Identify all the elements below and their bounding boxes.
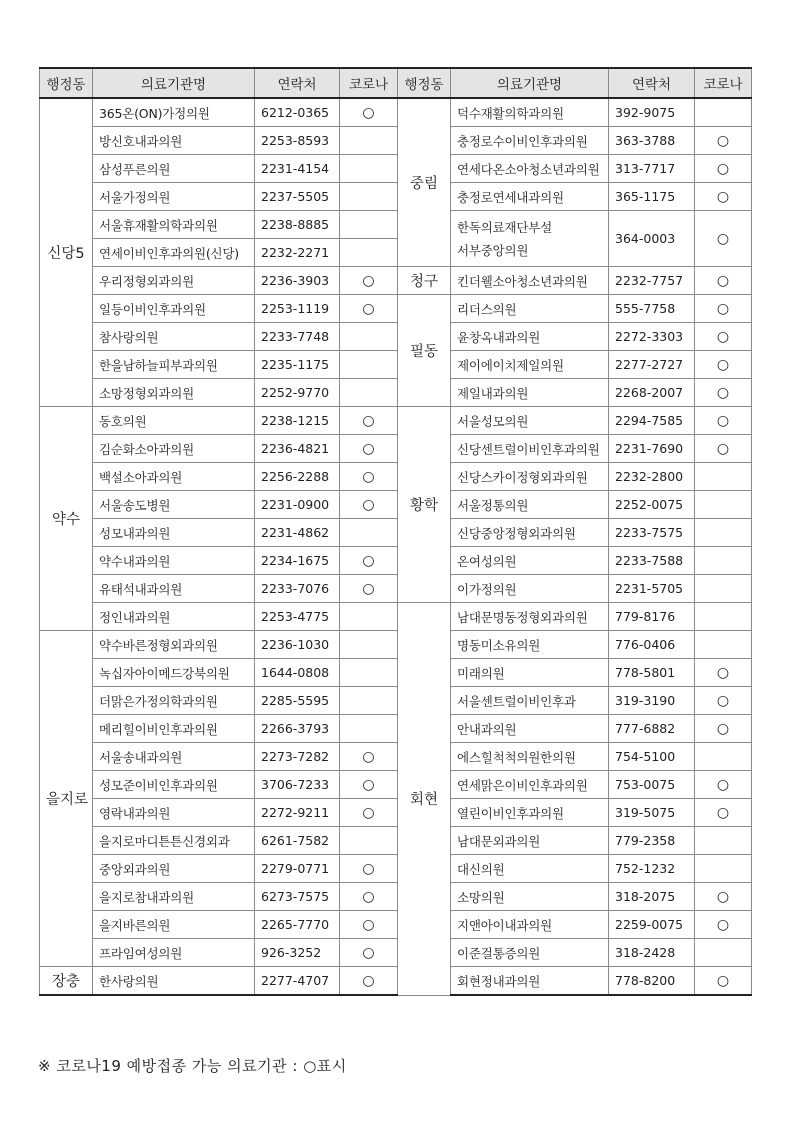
table-row [40, 295, 752, 323]
institution-name: 소망정형외과의원 [93, 379, 255, 407]
phone-number: 2238-1215 [255, 407, 340, 435]
institution-name: 이가정의원 [451, 575, 609, 603]
covid-mark: ○ [340, 267, 398, 295]
institution-name: 온여성의원 [451, 547, 609, 575]
covid-mark: ○ [340, 967, 398, 996]
table-row [40, 799, 752, 827]
table-row [40, 771, 752, 799]
institution-name: 약수바른정형외과의원 [93, 631, 255, 659]
header-contact: 연락처 [255, 68, 340, 98]
dong-cell: 회현 [398, 603, 451, 996]
phone-number: 2273-7282 [255, 743, 340, 771]
table-row [40, 435, 752, 463]
phone-number: 777-6882 [609, 715, 695, 743]
phone-number: 2294-7585 [609, 407, 695, 435]
phone-number: 926-3252 [255, 939, 340, 967]
institution-name: 서울가정의원 [93, 183, 255, 211]
covid-mark [340, 631, 398, 659]
phone-number: 2231-5705 [609, 575, 695, 603]
dong-cell: 신당5 [40, 98, 93, 407]
covid-mark: ○ [695, 295, 752, 323]
phone-number: 2285-5595 [255, 687, 340, 715]
covid-mark [340, 519, 398, 547]
institution-name: 더맑은가정의학과의원 [93, 687, 255, 715]
covid-mark: ○ [695, 715, 752, 743]
covid-mark: ○ [340, 743, 398, 771]
institution-name: 서울센트럴이비인후과 [451, 687, 609, 715]
table-row [40, 603, 752, 631]
institution-name: 약수내과의원 [93, 547, 255, 575]
phone-number: 3706-7233 [255, 771, 340, 799]
table-row [40, 379, 752, 407]
phone-number: 2235-1175 [255, 351, 340, 379]
header-institution: 의료기관명 [93, 68, 255, 98]
institution-name: 한사랑의원 [93, 967, 255, 996]
covid-mark: ○ [695, 967, 752, 996]
institution-name: 지앤아이내과의원 [451, 911, 609, 939]
institution-name: 한독의료재단부설 서부중앙의원 [451, 211, 609, 267]
covid-mark [340, 323, 398, 351]
covid-mark [340, 687, 398, 715]
institution-name: 한을남하늘피부과의원 [93, 351, 255, 379]
covid-mark [340, 351, 398, 379]
institution-name: 덕수재활의학과의원 [451, 98, 609, 127]
institution-name: 서울정통의원 [451, 491, 609, 519]
table-row [40, 967, 752, 996]
phone-number: 752-1232 [609, 855, 695, 883]
clinic-table [39, 67, 752, 996]
institution-name: 서울송내과의원 [93, 743, 255, 771]
covid-mark [340, 659, 398, 687]
covid-mark: ○ [340, 911, 398, 939]
phone-number: 2253-4775 [255, 603, 340, 631]
phone-number: 2265-7770 [255, 911, 340, 939]
header-dong: 행정동 [40, 68, 93, 98]
covid-mark: ○ [695, 183, 752, 211]
institution-name: 백설소아과의원 [93, 463, 255, 491]
phone-number: 363-3788 [609, 127, 695, 155]
covid-mark: ○ [695, 155, 752, 183]
phone-number: 2234-1675 [255, 547, 340, 575]
phone-number: 2232-7757 [609, 267, 695, 295]
covid-mark: ○ [340, 855, 398, 883]
institution-name: 신당센트럴이비인후과의원 [451, 435, 609, 463]
institution-name: 신당스카이정형외과의원 [451, 463, 609, 491]
dong-cell: 필동 [398, 295, 451, 407]
institution-name: 정인내과의원 [93, 603, 255, 631]
phone-number: 2279-0771 [255, 855, 340, 883]
institution-name: 연세이비인후과의원(신당) [93, 239, 255, 267]
phone-number: 776-0406 [609, 631, 695, 659]
table-row [40, 631, 752, 659]
covid-mark [695, 575, 752, 603]
phone-number: 2231-7690 [609, 435, 695, 463]
covid-mark [695, 827, 752, 855]
covid-mark: ○ [695, 351, 752, 379]
phone-number: 6212-0365 [255, 98, 340, 127]
institution-name: 일등이비인후과의원 [93, 295, 255, 323]
table-row [40, 351, 752, 379]
covid-mark: ○ [340, 771, 398, 799]
covid-mark [695, 547, 752, 575]
institution-name: 365온(ON)가정의원 [93, 98, 255, 127]
covid-mark: ○ [695, 407, 752, 435]
phone-number: 779-8176 [609, 603, 695, 631]
table-row [40, 463, 752, 491]
covid-mark: ○ [340, 575, 398, 603]
table-row [40, 127, 752, 155]
covid-mark [695, 519, 752, 547]
phone-number: 2238-8885 [255, 211, 340, 239]
covid-mark: ○ [340, 547, 398, 575]
phone-number: 2252-9770 [255, 379, 340, 407]
institution-name: 명동미소유의원 [451, 631, 609, 659]
institution-name: 연세다온소아청소년과의원 [451, 155, 609, 183]
institution-name: 안내과의원 [451, 715, 609, 743]
covid-mark: ○ [340, 435, 398, 463]
institution-name: 윤창옥내과의원 [451, 323, 609, 351]
institution-name: 영락내과의원 [93, 799, 255, 827]
institution-name: 신당중앙정형외과의원 [451, 519, 609, 547]
phone-number: 2253-1119 [255, 295, 340, 323]
covid-mark: ○ [695, 883, 752, 911]
header-contact: 연락처 [609, 68, 695, 98]
phone-number: 2231-0900 [255, 491, 340, 519]
phone-number: 318-2075 [609, 883, 695, 911]
institution-name: 을지바른의원 [93, 911, 255, 939]
covid-mark [340, 211, 398, 239]
phone-number: 2256-2288 [255, 463, 340, 491]
covid-mark: ○ [340, 463, 398, 491]
covid-mark: ○ [340, 491, 398, 519]
institution-name: 미래의원 [451, 659, 609, 687]
covid-mark: ○ [695, 379, 752, 407]
table-row [40, 491, 752, 519]
covid-mark [340, 715, 398, 743]
institution-name: 녹십자아이메드강북의원 [93, 659, 255, 687]
table-row [40, 715, 752, 743]
dong-cell: 중림 [398, 98, 451, 267]
covid-mark: ○ [695, 911, 752, 939]
footnote: ※ 코로나19 예방접종 가능 의료기관 : ○표시 [38, 1057, 347, 1075]
covid-mark [695, 631, 752, 659]
phone-number: 392-9075 [609, 98, 695, 127]
table-row [40, 743, 752, 771]
covid-mark [340, 239, 398, 267]
phone-number: 2233-7588 [609, 547, 695, 575]
phone-number: 2233-7748 [255, 323, 340, 351]
covid-mark [695, 939, 752, 967]
phone-number: 2272-3303 [609, 323, 695, 351]
institution-name: 중앙외과의원 [93, 855, 255, 883]
institution-name: 남대문외과의원 [451, 827, 609, 855]
phone-number: 1644-0808 [255, 659, 340, 687]
institution-name: 제일내과의원 [451, 379, 609, 407]
covid-mark: ○ [340, 98, 398, 127]
phone-number: 2266-3793 [255, 715, 340, 743]
dong-cell: 황학 [398, 407, 451, 603]
institution-name: 리더스의원 [451, 295, 609, 323]
dong-cell: 약수 [40, 407, 93, 631]
institution-name: 성모준이비인후과의원 [93, 771, 255, 799]
institution-name: 을지로참내과의원 [93, 883, 255, 911]
covid-mark [340, 155, 398, 183]
covid-mark: ○ [695, 267, 752, 295]
covid-mark: ○ [695, 687, 752, 715]
phone-number: 2232-2800 [609, 463, 695, 491]
table-row [40, 407, 752, 435]
dong-cell: 청구 [398, 267, 451, 295]
institution-name: 을지로마디튼튼신경외과 [93, 827, 255, 855]
covid-mark: ○ [695, 435, 752, 463]
covid-mark [695, 855, 752, 883]
institution-name: 충정로수이비인후과의원 [451, 127, 609, 155]
covid-mark: ○ [695, 799, 752, 827]
dong-cell: 장충 [40, 967, 93, 996]
phone-number: 365-1175 [609, 183, 695, 211]
phone-number: 319-5075 [609, 799, 695, 827]
covid-mark: ○ [340, 799, 398, 827]
institution-name: 참사랑의원 [93, 323, 255, 351]
institution-name: 방신호내과의원 [93, 127, 255, 155]
phone-number: 779-2358 [609, 827, 695, 855]
covid-mark: ○ [695, 127, 752, 155]
covid-mark: ○ [340, 295, 398, 323]
phone-number: 2272-9211 [255, 799, 340, 827]
table-row [40, 323, 752, 351]
table-header-row [40, 68, 752, 98]
institution-name: 남대문명동정형외과의원 [451, 603, 609, 631]
phone-number: 2232-2271 [255, 239, 340, 267]
covid-mark: ○ [340, 407, 398, 435]
phone-number: 2277-2727 [609, 351, 695, 379]
table-row [40, 155, 752, 183]
covid-mark: ○ [695, 211, 752, 267]
institution-name: 서울휴재활의학과의원 [93, 211, 255, 239]
table-row [40, 939, 752, 967]
table-row [40, 883, 752, 911]
phone-number: 2253-8593 [255, 127, 340, 155]
covid-mark: ○ [695, 659, 752, 687]
header-covid: 코로나 [695, 68, 752, 98]
institution-name: 에스힐척척의원한의원 [451, 743, 609, 771]
phone-number: 2277-4707 [255, 967, 340, 996]
phone-number: 2233-7076 [255, 575, 340, 603]
phone-number: 2231-4154 [255, 155, 340, 183]
institution-name: 김순화소아과의원 [93, 435, 255, 463]
institution-name: 킨더웰소아청소년과의원 [451, 267, 609, 295]
phone-number: 6261-7582 [255, 827, 340, 855]
covid-mark [695, 491, 752, 519]
phone-number: 2236-4821 [255, 435, 340, 463]
institution-name: 메리힐이비인후과의원 [93, 715, 255, 743]
institution-name: 이준걸통증의원 [451, 939, 609, 967]
institution-name: 소망의원 [451, 883, 609, 911]
table-row [40, 547, 752, 575]
covid-mark: ○ [695, 323, 752, 351]
header-dong: 행정동 [398, 68, 451, 98]
covid-mark [695, 463, 752, 491]
phone-number: 2236-3903 [255, 267, 340, 295]
institution-name: 유태석내과의원 [93, 575, 255, 603]
institution-name: 성모내과의원 [93, 519, 255, 547]
table-row [40, 827, 752, 855]
phone-number: 6273-7575 [255, 883, 340, 911]
phone-number: 2233-7575 [609, 519, 695, 547]
phone-number: 2252-0075 [609, 491, 695, 519]
institution-name: 대신의원 [451, 855, 609, 883]
table-row [40, 855, 752, 883]
phone-number: 2236-1030 [255, 631, 340, 659]
phone-number: 555-7758 [609, 295, 695, 323]
institution-name: 서울성모의원 [451, 407, 609, 435]
header-institution: 의료기관명 [451, 68, 609, 98]
covid-mark [695, 603, 752, 631]
institution-name: 연세맑은이비인후과의원 [451, 771, 609, 799]
covid-mark: ○ [340, 939, 398, 967]
institution-name: 회현정내과의원 [451, 967, 609, 996]
phone-number: 753-0075 [609, 771, 695, 799]
phone-number: 778-8200 [609, 967, 695, 996]
covid-mark [340, 183, 398, 211]
phone-number: 319-3190 [609, 687, 695, 715]
institution-name: 우리정형외과의원 [93, 267, 255, 295]
table-row [40, 519, 752, 547]
covid-mark [340, 127, 398, 155]
phone-number: 364-0003 [609, 211, 695, 267]
phone-number: 2268-2007 [609, 379, 695, 407]
phone-number: 778-5801 [609, 659, 695, 687]
table-row [40, 687, 752, 715]
covid-mark [695, 98, 752, 127]
table-row [40, 98, 752, 127]
table-row [40, 575, 752, 603]
dong-cell: 을지로 [40, 631, 93, 967]
institution-name: 서울송도병원 [93, 491, 255, 519]
institution-name: 제이에이치제일의원 [451, 351, 609, 379]
institution-name: 열린이비인후과의원 [451, 799, 609, 827]
covid-mark: ○ [340, 883, 398, 911]
table-row [40, 183, 752, 211]
phone-number: 2231-4862 [255, 519, 340, 547]
covid-mark: ○ [695, 771, 752, 799]
table-row [40, 267, 752, 295]
covid-mark [340, 379, 398, 407]
header-covid: 코로나 [340, 68, 398, 98]
phone-number: 754-5100 [609, 743, 695, 771]
table-row [40, 911, 752, 939]
table-row [40, 211, 752, 239]
table-row [40, 659, 752, 687]
phone-number: 2259-0075 [609, 911, 695, 939]
institution-name: 삼성푸른의원 [93, 155, 255, 183]
covid-mark [340, 827, 398, 855]
covid-mark [695, 743, 752, 771]
institution-name: 동호의원 [93, 407, 255, 435]
covid-mark [340, 603, 398, 631]
institution-name: 충정로연세내과의원 [451, 183, 609, 211]
phone-number: 318-2428 [609, 939, 695, 967]
phone-number: 2237-5505 [255, 183, 340, 211]
phone-number: 313-7717 [609, 155, 695, 183]
institution-name: 프라임여성의원 [93, 939, 255, 967]
